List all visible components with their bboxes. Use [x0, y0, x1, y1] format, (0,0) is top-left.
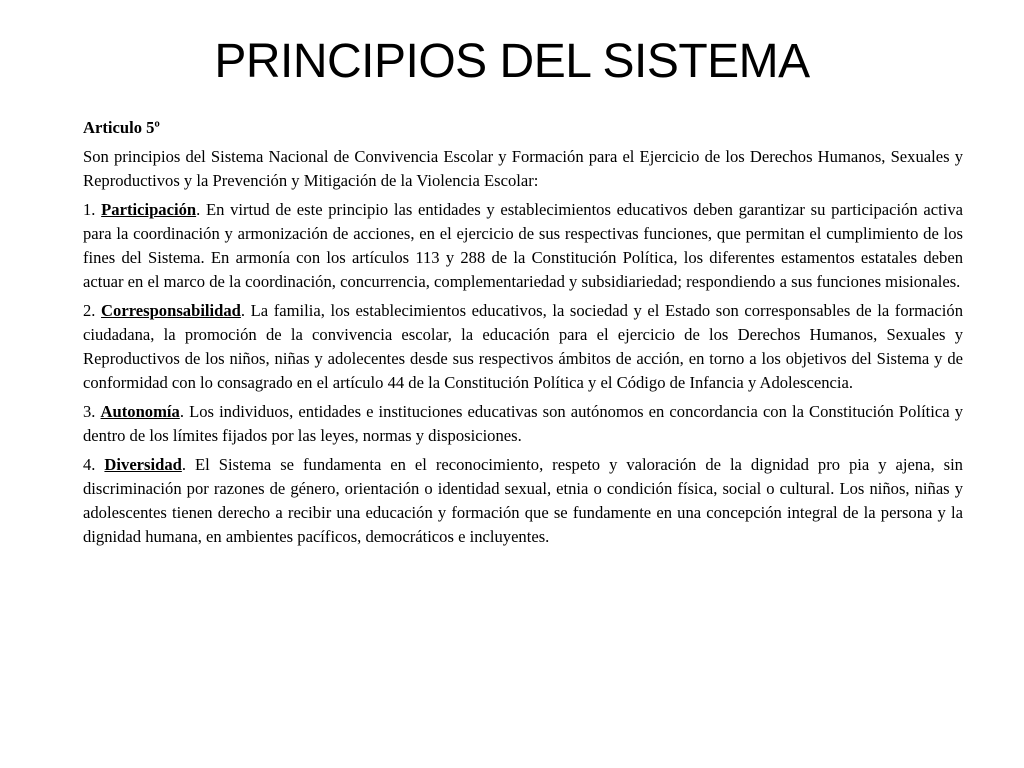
principle-name-punct: .	[181, 455, 187, 474]
principle-item	[83, 400, 963, 448]
principle-name: Participación	[101, 200, 197, 219]
principle-item	[83, 198, 963, 294]
article-heading: Articulo 5º	[83, 118, 160, 137]
principle-item	[83, 453, 963, 549]
principle-text: La familia, los establecimientos educativos, la sociedad y el Estado son corresponsables de la formación ciudadana, la promoción de la convivencia escolar, la educación para el ejercicio de los Derechos Humanos, Sexuales y Reproductivos de los niños, niñas y adolecentes desde sus respectivos ámbitos de acción, en torno a los objetivos del Sistema y de conformidad con lo consagrado en el artículo 44 de la Constitución Política y el Código de Infancia y Adolescencia.	[83, 301, 963, 392]
principle-number: 4.	[83, 455, 96, 474]
principle-number: 2.	[83, 301, 96, 320]
principle-number: 3.	[83, 402, 96, 421]
principle-name-punct: .	[196, 200, 201, 219]
principle-text: El Sistema se fundamenta en el reconocimiento, respeto y valoración de la dignidad pro pia y ajena, sin discriminación por razones de género, orientación o identidad sexual, etnia o condición física, social o cultural. Los niños, niñas y adolescentes tienen derecho a recibir una educación y formación que se fundamente en una concepción integral de la persona y la dignidad humana, en ambientes pacíficos, democráticos e incluyentes.	[83, 455, 963, 546]
slide-title: PRINCIPIOS DEL SISTEMA	[214, 35, 810, 88]
slide-body	[83, 116, 963, 554]
principle-name: Corresponsabilidad	[101, 301, 241, 320]
principle-item	[83, 299, 963, 395]
principle-name-punct: .	[179, 402, 184, 421]
principle-text: En virtud de este principio las entidades y establecimientos educativos deben garantizar su participación activa para la coordinación y armonización de acciones, en el ejercicio de sus respectivas funciones, que permitan el cumplimiento de los fines del Sistema. En armonía con los artículos 113 y 288 de la Constitución Política, los diferentes estamentos estatales deben actuar en el marco de la coordinación, concurrencia, complementariedad y subsidiariedad; respondiendo a sus funciones misionales.	[83, 200, 963, 291]
principle-name-punct: .	[240, 301, 246, 320]
principle-name: Diversidad	[104, 455, 182, 474]
principle-text: Los individuos, entidades e instituciones educativas son autónomos en concordancia con la Constitución Política y dentro de los límites fijados por las leyes, normas y disposiciones.	[83, 402, 964, 445]
principle-number: 1.	[83, 200, 96, 219]
principle-name: Autonomía	[100, 402, 180, 421]
article-intro: Son principios del Sistema Nacional de Convivencia Escolar y Formación para el Ejercicio de los Derechos Humanos, Sexuales y Reproductivos y la Prevención y Mitigación de la Violencia Escolar:	[83, 147, 963, 190]
